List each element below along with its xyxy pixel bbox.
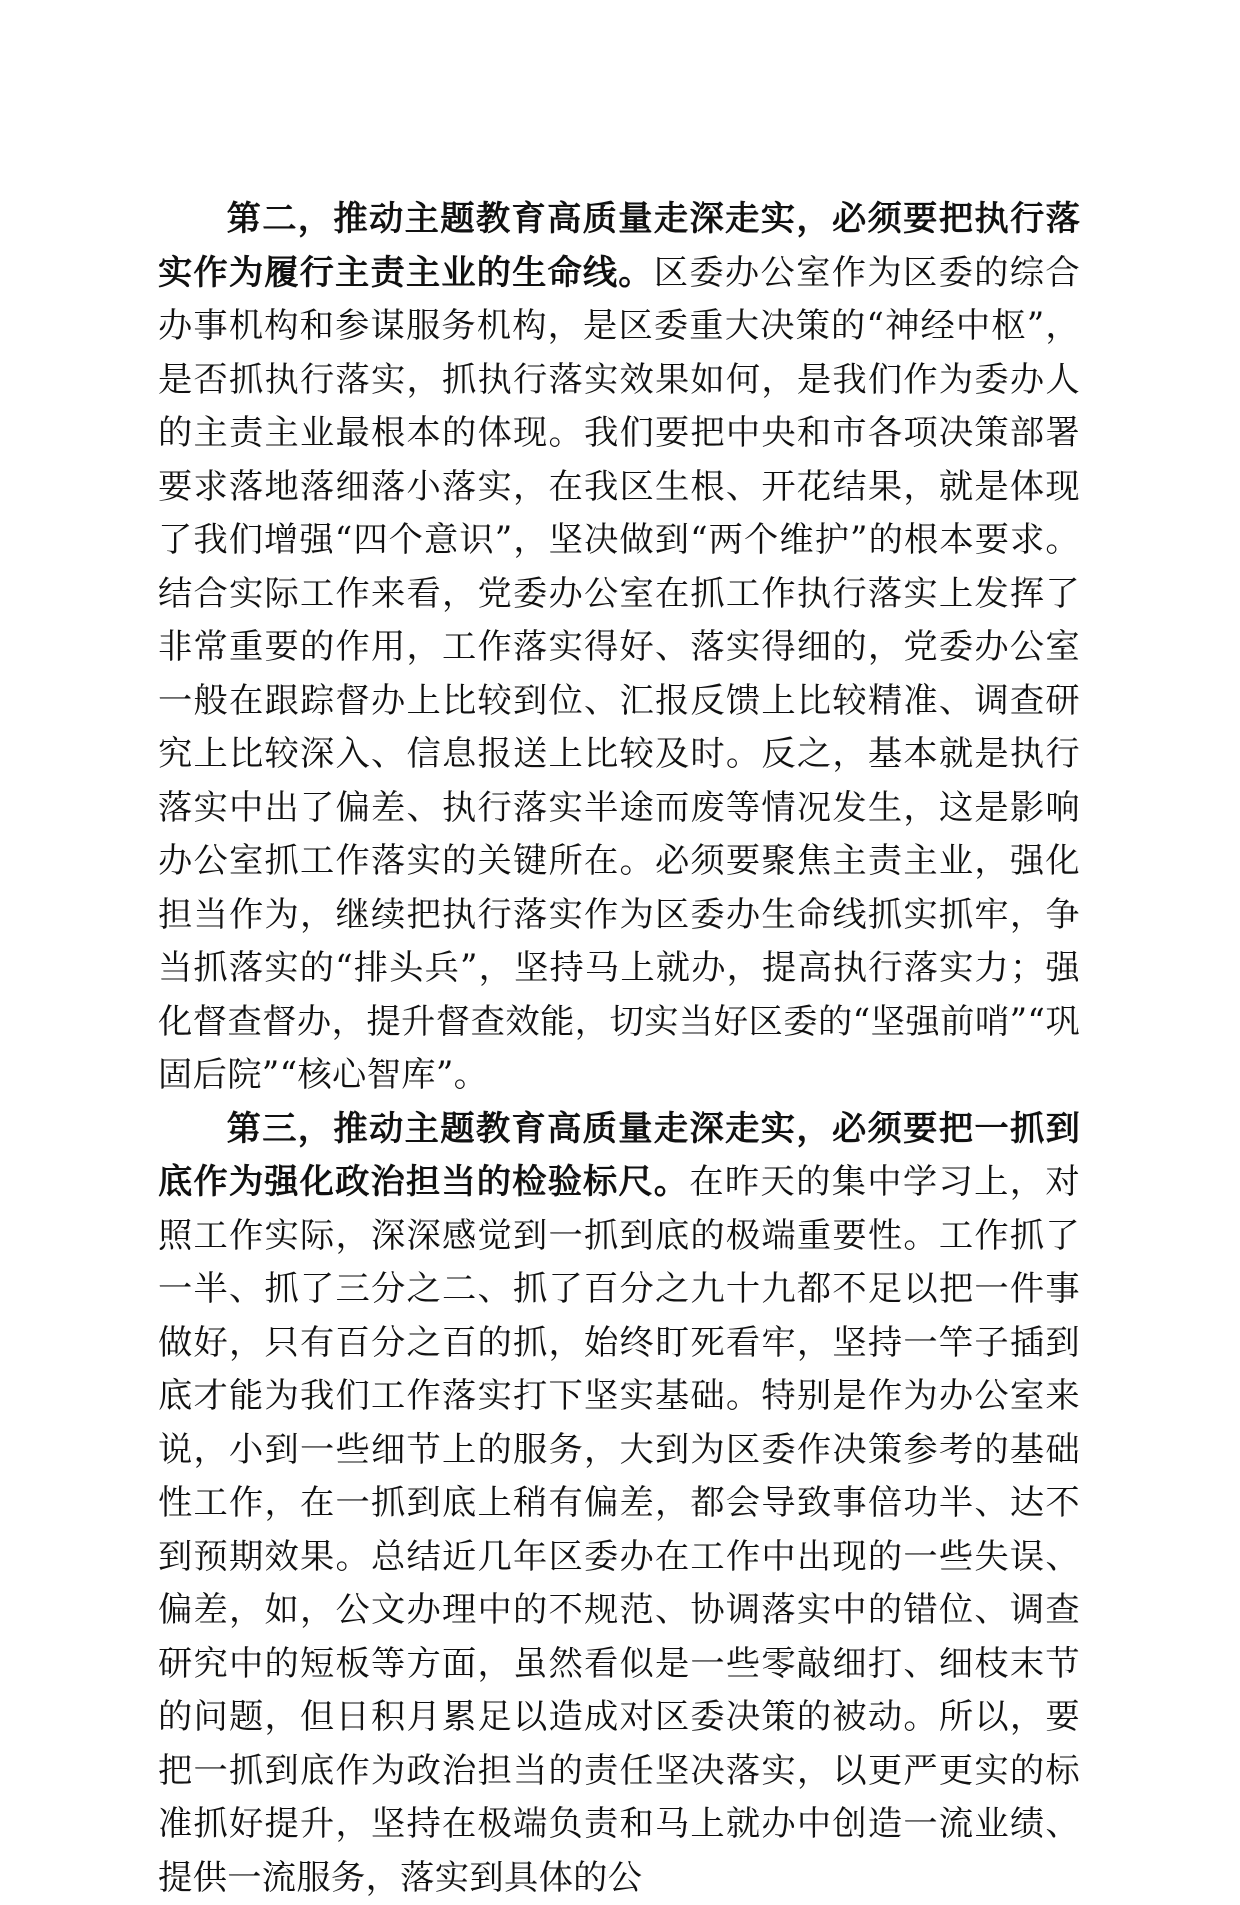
paragraph-third-point — [158, 1103, 1080, 1905]
paragraph-second-point — [158, 193, 1080, 1103]
paragraph-lead-bold: 第二，推动主题教育高质量走深走实，必须要把执行落实作为履行主责主业的生命线。 — [158, 199, 1080, 293]
document-page — [158, 193, 1080, 1905]
paragraph-body-text: 区委办公室作为区委的综合办事机构和参谋服务机构，是区委重大决策的“神经中枢”，是否抓执行落实，抓执行落实效果如何，是我们作为委办人的主责主业最根本的体现。我们要把中央和市各项决策部署要求落地落细落小落实，在我区生根、开花结果，就是体现了我们增强“四个意识”，坚决做到“两个维护”的根本要求。结合实际工作来看，党委办公室在抓工作执行落实上发挥了非常重要的作用，工作落实得好、落实得细的，党委办公室一般在跟踪督办上比较到位、汇报反馈上比较精准、调查研究上比较深入、信息报送上比较及时。反之，基本就是执行落实中出了偏差、执行落实半途而废等情况发生，这是影响办公室抓工作落实的关键所在。必须要聚焦主责主业，强化担当作为，继续把执行落实作为区委办生命线抓实抓牢，争当抓落实的“排头兵”，坚持马上就办，提高执行落实力；强化督查督办，提升督查效能，切实当好区委的“坚强前哨”“巩固后院”“核心智库”。 — [158, 253, 1080, 1096]
paragraph-lead-bold: 第三，推动主题教育高质量走深走实，必须要把一抓到底作为强化政治担当的检验标尺。 — [158, 1109, 1080, 1203]
paragraph-body-text: 在昨天的集中学习上，对照工作实际，深深感觉到一抓到底的极端重要性。工作抓了一半、抓了三分之二、抓了百分之九十九都不足以把一件事做好，只有百分之百的抓，始终盯死看牢，坚持一竿子插到底才能为我们工作落实打下坚实基础。特别是作为办公室来说，小到一些细节上的服务，大到为区委作决策参考的基础性工作，在一抓到底上稍有偏差，都会导致事倍功半、达不到预期效果。总结近几年区委办在工作中出现的一些失误、偏差，如，公文办理中的不规范、协调落实中的错位、调查研究中的短板等方面，虽然看似是一些零敲细打、细枝末节的问题，但日积月累足以造成对区委决策的被动。所以，要把一抓到底作为政治担当的责任坚决落实，以更严更实的标准抓好提升，坚持在极端负责和马上就办中创造一流业绩、提供一流服务，落实到具体的公 — [158, 1162, 1080, 1898]
